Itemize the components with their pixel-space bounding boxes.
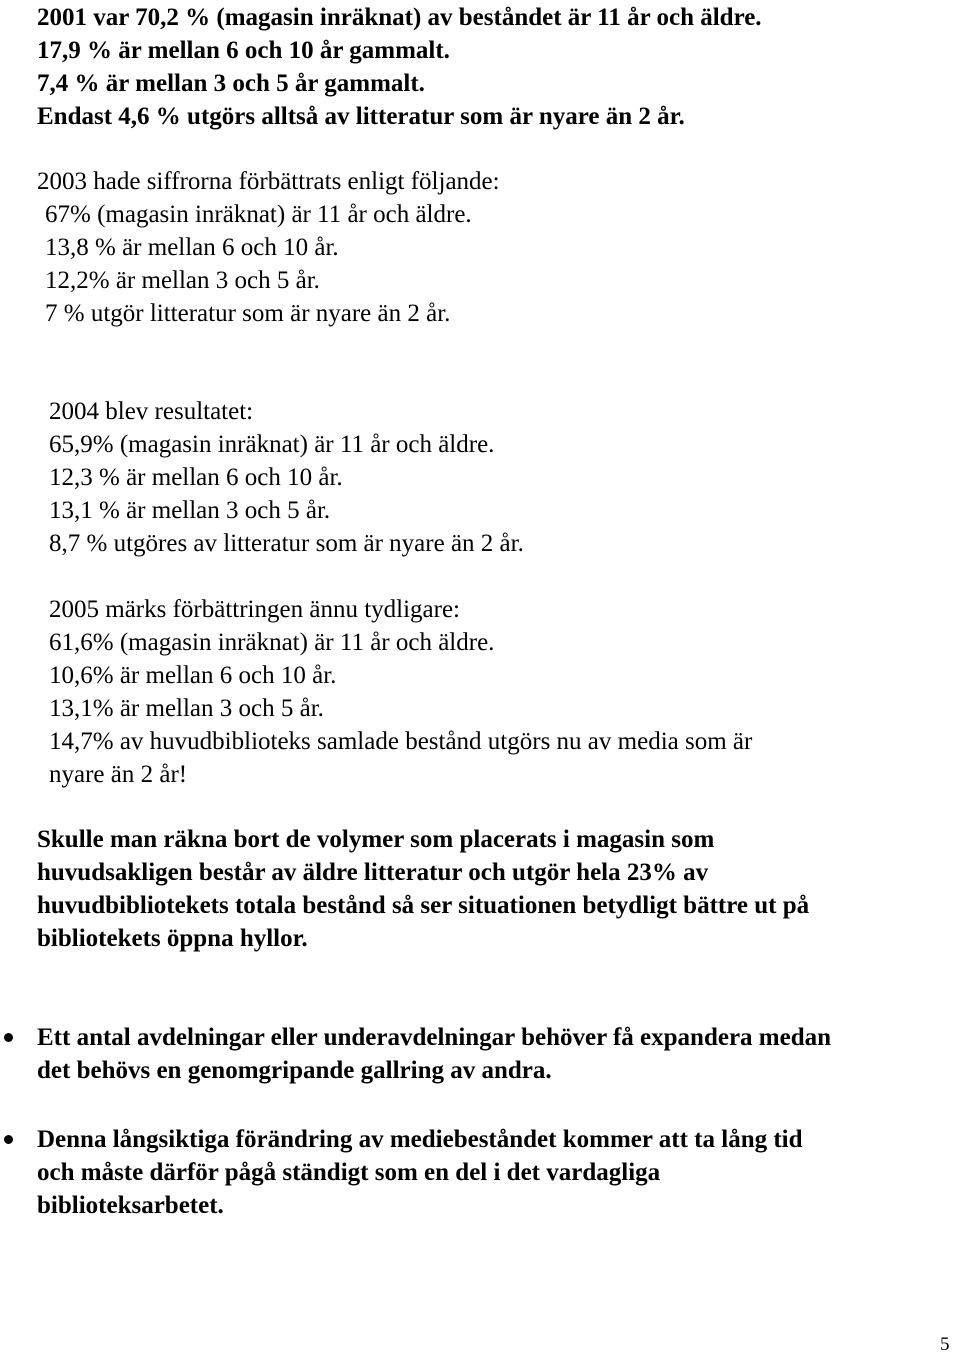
stat-line-2001-new: Endast 4,6 % utgörs alltså av litteratur som är nyare än 2 år. — [37, 103, 685, 130]
stat-heading-2003: 2003 hade siffrorna förbättrats enligt följande: — [37, 168, 500, 195]
stat-line-2001-total: 2001 var 70,2 % (magasin inräknat) av beståndet är 11 år och äldre. — [37, 4, 762, 31]
stat-line-2004-total: 65,9% (magasin inräknat) är 11 år och äldre. — [49, 431, 495, 458]
stat-line-2003-3-5: 12,2% är mellan 3 och 5 år. — [45, 267, 320, 294]
stat-line-2005-new-cont: nyare än 2 år! — [49, 761, 188, 788]
stat-line-2004-new: 8,7 % utgöres av litteratur som är nyare än 2 år. — [49, 530, 524, 557]
stat-line-2005-new: 14,7% av huvudbiblioteks samlade bestånd utgörs nu av media som är — [49, 728, 753, 755]
bullet-2-line-3: biblioteksarbetet. — [37, 1192, 224, 1219]
bullet-2-line-2: och måste därför pågå ständigt som en del i det vardagliga — [37, 1159, 661, 1186]
summary-line-4: bibliotekets öppna hyllor. — [37, 925, 308, 952]
summary-line-2: huvudsakligen består av äldre litteratur och utgör hela 23% av — [37, 859, 709, 886]
stat-line-2004-6-10: 12,3 % är mellan 6 och 10 år. — [49, 464, 343, 491]
stat-line-2005-3-5: 13,1% är mellan 3 och 5 år. — [49, 695, 324, 722]
page-number: 5 — [940, 1334, 950, 1355]
summary-line-3: huvudbibliotekets totala bestånd så ser situationen betydligt bättre ut på — [37, 892, 810, 919]
bullet-icon — [4, 1135, 13, 1144]
stat-line-2003-total: 67% (magasin inräknat) är 11 år och äldre. — [45, 201, 472, 228]
stat-heading-2005: 2005 märks förbättringen ännu tydligare: — [49, 596, 460, 623]
bullet-1-line-2: det behövs en genomgripande gallring av andra. — [37, 1057, 552, 1084]
stat-heading-2004: 2004 blev resultatet: — [49, 398, 254, 425]
stat-line-2003-new: 7 % utgör litteratur som är nyare än 2 år. — [45, 300, 451, 327]
stat-line-2003-6-10: 13,8 % är mellan 6 och 10 år. — [45, 234, 339, 261]
bullet-1-line-1: Ett antal avdelningar eller underavdelningar behöver få expandera medan — [37, 1024, 832, 1051]
stat-line-2001-3-5: 7,4 % är mellan 3 och 5 år gammalt. — [37, 70, 425, 97]
stat-line-2005-6-10: 10,6% är mellan 6 och 10 år. — [49, 662, 337, 689]
bullet-2-line-1: Denna långsiktiga förändring av mediebeståndet kommer att ta lång tid — [37, 1126, 803, 1153]
bullet-icon — [4, 1033, 13, 1042]
stat-line-2001-6-10: 17,9 % är mellan 6 och 10 år gammalt. — [37, 37, 450, 64]
stat-line-2004-3-5: 13,1 % är mellan 3 och 5 år. — [49, 497, 331, 524]
stat-line-2005-total: 61,6% (magasin inräknat) är 11 år och äldre. — [49, 629, 495, 656]
summary-line-1: Skulle man räkna bort de volymer som placerats i magasin som — [37, 826, 715, 853]
